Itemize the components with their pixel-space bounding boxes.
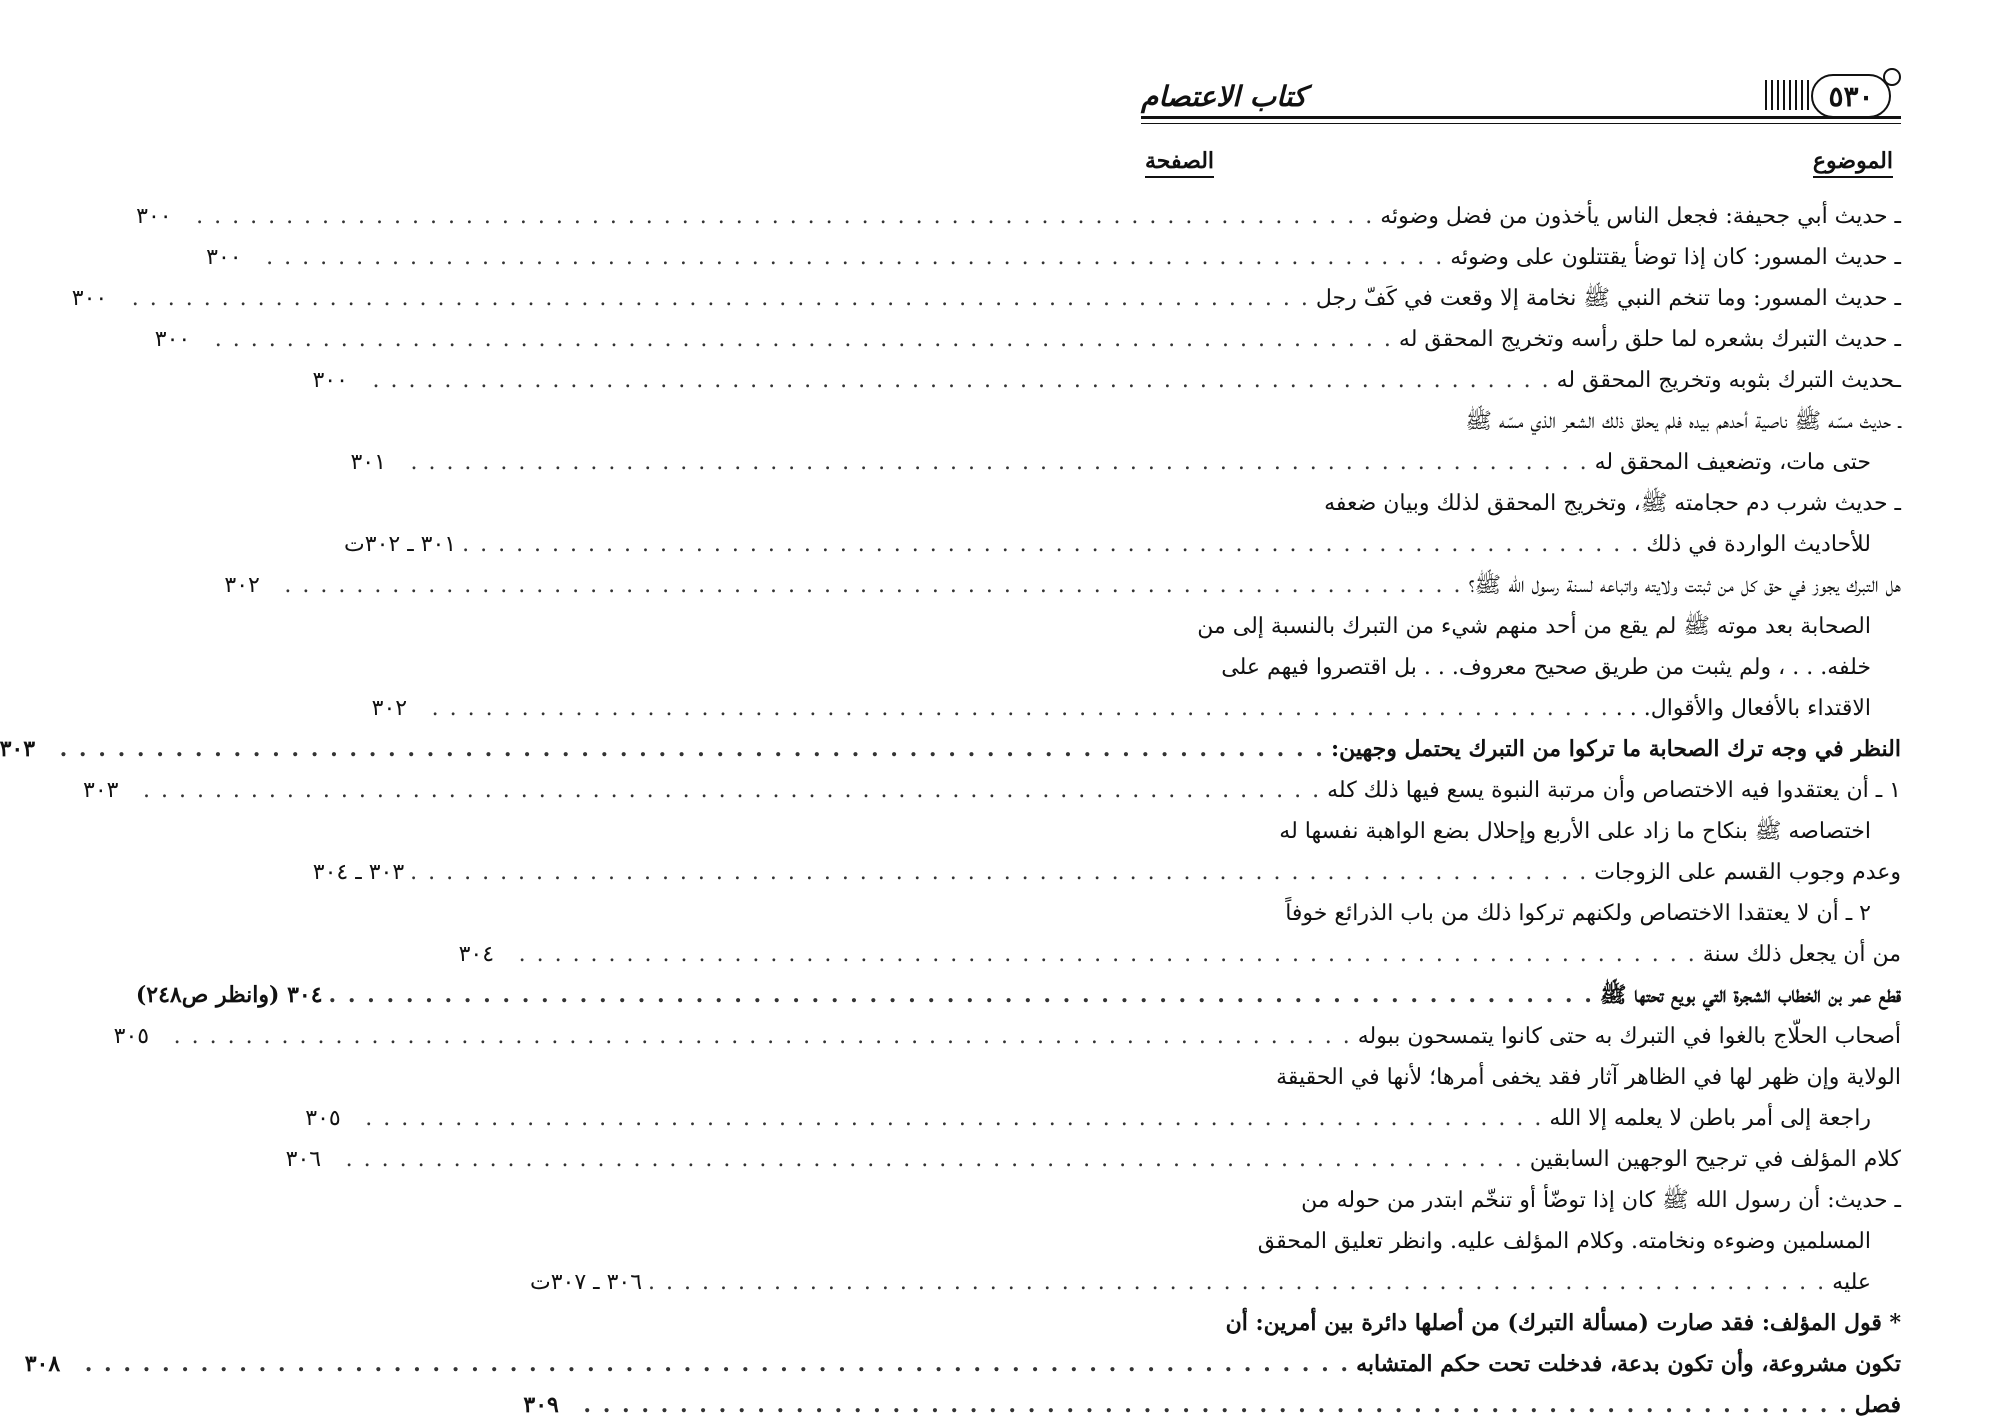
dot-leader [196, 196, 1374, 237]
entry-text: النظر في وجه ترك الصحابة ما تركوا من التبرك يحتمل وجهين: [1330, 736, 1901, 762]
entry-page: ٣٠٣ [83, 778, 119, 803]
dot-leader [372, 360, 1550, 401]
dot-leader [215, 319, 1393, 360]
book-title: كتاب الاعتصام [1141, 80, 1307, 113]
page-header [1141, 68, 1901, 140]
index-entry [1141, 1221, 1901, 1262]
entry-text: ـ حديث التبرك بشعره لما حلق رأسه وتخريج المحقق له [1398, 327, 1901, 352]
entry-page: ٣٠٥ [113, 1024, 150, 1049]
entry-page: ٣٠٤ (وانظر ص٢٤٨) [135, 982, 323, 1008]
index-entry [1141, 647, 1901, 688]
index-entry [0, 729, 1901, 770]
index-entry [83, 770, 1901, 811]
index-entry [523, 1385, 1901, 1426]
dot-leader [410, 852, 1588, 893]
entry-text: حتى مات، وتضعيف المحقق له [1594, 450, 1871, 475]
entry-page: ٣٠٠ [136, 204, 172, 229]
dot-leader [284, 565, 1462, 606]
entry-page: ٣٠١ ـ ٣٠٢ت [344, 532, 457, 557]
index-entry [135, 975, 1901, 1016]
entry-text: تكون مشروعة، وأن تكون بدعة، فدخلت تحت حكم المتشابه [1356, 1351, 1901, 1377]
dot-leader [132, 278, 1310, 319]
header-ornament [1765, 80, 1811, 110]
entry-page: ٣٠٠ [71, 286, 108, 311]
entry-page: ٣٠٥ [305, 1106, 341, 1131]
index-entry [1141, 1180, 1901, 1221]
entry-page: ٣٠٩ [523, 1392, 559, 1418]
entry-text: وعدم وجوب القسم على الزوجات [1594, 860, 1901, 885]
entry-text: ـ حديث المسور: كان إذا توضأ يقتتلون على وضوئه [1450, 245, 1901, 270]
entry-text: للأحاديث الواردة في ذلك [1646, 532, 1871, 557]
index-entry [1141, 1303, 1901, 1344]
index-entry [71, 278, 1901, 319]
index-entry [529, 1262, 1901, 1303]
entry-text: قطع عمر بن الخطاب الشجرة التي بويع تحتها ﷺ [1599, 982, 1901, 1008]
entry-text: ـ حديث مسّه ﷺ ناصية أحدهم بيده فلم يحلق ذلك الشعر الذي مسّه ﷺ [1465, 409, 1901, 434]
index-entry [371, 688, 1901, 729]
entry-page: ٣٠١ [350, 450, 386, 475]
index-entry [312, 360, 1901, 401]
entry-page: ٣٠٦ [285, 1147, 322, 1172]
entry-text: الصحابة بعد موته ﷺ لم يقع من أحد منهم شيء من التبرك بالنسبة إلى من [1197, 614, 1871, 639]
entry-text: هل التبرك يجوز في حق كل من ثبتت ولايته واتباعه لسنة رسول الله ﷺ؟ [1468, 573, 1901, 598]
entry-text: أصحاب الحلّاج بالغوا في التبرك به حتى كانوا يتمسحون ببوله [1357, 1024, 1901, 1049]
header-rule [1141, 116, 1901, 119]
dot-leader [432, 688, 1610, 729]
entry-text: فصل [1854, 1392, 1901, 1418]
page-number-badge [1811, 74, 1891, 118]
entry-text: * قول المؤلف: فقد صارت (مسألة التبرك) من أصلها دائرة بين أمرين: أن [1225, 1310, 1901, 1336]
index-entry [1141, 893, 1901, 934]
index-entry [1141, 606, 1901, 647]
entry-page: ٣٠٤ [458, 942, 495, 967]
entry-page: ٣٠٠ [154, 327, 191, 352]
index-entries [0, 196, 1901, 1426]
entry-text: ـحديث التبرك بثوبه وتخريج المحقق له [1556, 368, 1901, 393]
dot-leader [519, 934, 1697, 975]
dot-leader [410, 442, 1588, 483]
index-entry [1141, 1057, 1901, 1098]
index-entry [285, 1139, 1901, 1180]
entry-text: راجعة إلى أمر باطن لا يعلمه إلا الله [1549, 1106, 1871, 1131]
index-entry [344, 524, 1901, 565]
entry-page: ٣٠٣ ـ ٣٠٤ [312, 860, 405, 885]
index-entry [350, 442, 1901, 483]
index-entry [24, 1344, 1901, 1385]
entry-text: ١ ـ أن يعتقدوا فيه الاختصاص وأن مرتبة النبوة يسع فيها ذلك كله [1327, 778, 1901, 803]
dot-leader [462, 524, 1640, 565]
dot-leader [143, 770, 1321, 811]
dot-leader [346, 1139, 1524, 1180]
index-entry [1141, 483, 1901, 524]
dot-leader [648, 1262, 1826, 1303]
dot-leader [329, 975, 1594, 1016]
entry-text: ـ حديث شرب دم حجامته ﷺ، وتخريج المحقق لذلك وبيان ضعفه [1324, 491, 1901, 516]
subject-column-heading: الموضوع [1813, 148, 1893, 178]
dot-leader [174, 1016, 1352, 1057]
entry-text: ـ حديث: أن رسول الله ﷺ كان إذا توضّأ أو تنخّم ابتدر من حوله من [1301, 1188, 1901, 1213]
entry-text: خلفه. . . ، ولم يثبت من طريق صحيح معروف. . . بل اقتصروا فيهم على [1221, 655, 1871, 680]
entry-text: ـ حديث أبي جحيفة: فجعل الناس يأخذون من فضل وضوئه [1380, 204, 1901, 229]
dot-leader [583, 1385, 1848, 1426]
entry-page: ٣٠٠ [312, 368, 348, 393]
entry-page: ٣٠٠ [206, 245, 242, 270]
dot-leader [60, 729, 1325, 770]
entry-text: كلام المؤلف في ترجيح الوجهين السابقين [1529, 1147, 1901, 1172]
entry-page: ٣٠٦ ـ ٣٠٧ت [529, 1270, 643, 1295]
index-entry [305, 1098, 1901, 1139]
entry-page: ٣٠٢ [371, 696, 408, 721]
entry-text: الولاية وإن ظهر لها في الظاهر آثار فقد يخفى أمرها؛ لأنها في الحقيقة [1276, 1065, 1901, 1090]
entry-text: المسلمين وضوءه ونخامته. وكلام المؤلف عليه. وانظر تعليق المحقق [1257, 1229, 1871, 1254]
index-entry [1141, 811, 1901, 852]
entry-page: ٣٠٨ [24, 1351, 61, 1377]
dot-leader [85, 1344, 1350, 1385]
entry-text: اختصاصه ﷺ بنكاح ما زاد على الأربع وإحلال بضع الواهبة نفسها له [1279, 819, 1871, 844]
index-entry [154, 319, 1901, 360]
entry-text: عليه [1832, 1270, 1871, 1295]
entry-text: الاقتداء بالأفعال والأقوال. . . [1615, 696, 1871, 721]
entry-page: ٣٠٣ [0, 736, 36, 762]
index-entry [206, 237, 1901, 278]
page-number: ٥٣٠ [1828, 79, 1874, 113]
index-entry [1141, 401, 1901, 442]
index-entry [312, 852, 1901, 893]
index-entry [136, 196, 1901, 237]
entry-text: ٢ ـ أن لا يعتقدا الاختصاص ولكنهم تركوا ذلك من باب الذرائع خوفاً [1285, 901, 1871, 926]
entry-text: من أن يجعل ذلك سنة [1702, 942, 1901, 967]
entry-page: ٣٠٢ [224, 573, 260, 598]
badge-ornament [1883, 68, 1901, 86]
index-entry [458, 934, 1901, 975]
index-entry [113, 1016, 1901, 1057]
dot-leader [365, 1098, 1543, 1139]
entry-text: ـ حديث المسور: وما تنخم النبي ﷺ نخامة إلا وقعت في كَفّ رجل [1315, 286, 1901, 311]
header-rule-thin [1141, 123, 1901, 124]
dot-leader [266, 237, 1444, 278]
index-entry [224, 565, 1901, 606]
page-column-heading: الصفحة [1145, 148, 1214, 178]
